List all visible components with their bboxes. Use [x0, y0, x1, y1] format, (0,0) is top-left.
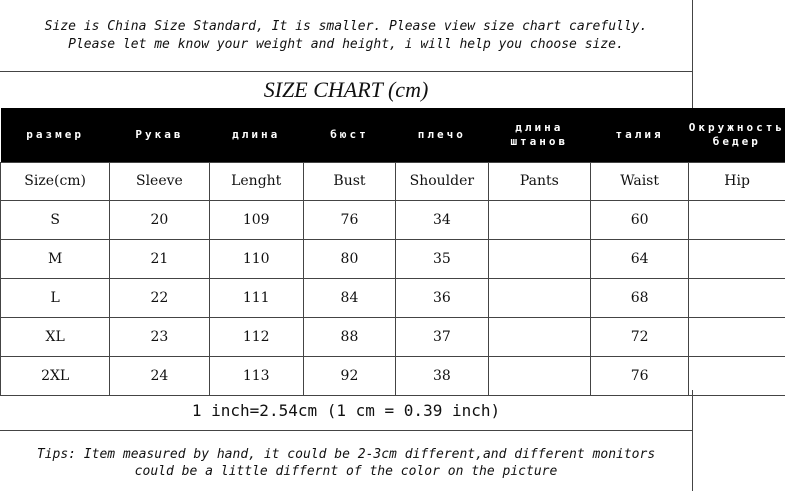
cell-pants: [488, 278, 590, 317]
cell-sleeve: 20: [110, 200, 209, 239]
cell-size: 2XL: [1, 356, 110, 395]
header-ru-sleeve: Рукав: [110, 108, 209, 162]
cell-waist: 60: [590, 200, 688, 239]
cell-sleeve: 22: [110, 278, 209, 317]
header-ru-shoulder: плечо: [396, 108, 489, 162]
cell-size: XL: [1, 317, 110, 356]
cell-pants: [488, 239, 590, 278]
cell-hip: [689, 200, 785, 239]
cell-bust: 80: [303, 239, 395, 278]
header-en-size: Size(cm): [1, 162, 110, 200]
header-en-bust: Bust: [303, 162, 395, 200]
cell-shoulder: 37: [396, 317, 489, 356]
header-ru-length: длина: [209, 108, 303, 162]
header-ru-waist: талия: [590, 108, 688, 162]
cell-bust: 92: [303, 356, 395, 395]
header-en-pants: Pants: [488, 162, 590, 200]
cell-waist: 72: [590, 317, 688, 356]
cell-hip: [689, 317, 785, 356]
cell-length: 112: [209, 317, 303, 356]
header-en-shoulder: Shoulder: [396, 162, 489, 200]
size-notice: [0, 0, 693, 72]
cell-size: S: [1, 200, 110, 239]
table-row: [1, 200, 785, 239]
header-en-length: Lenght: [209, 162, 303, 200]
header-ru-hip: Окружность бедер: [689, 108, 785, 162]
cell-bust: 84: [303, 278, 395, 317]
notice-line-1: Size is China Size Standard, It is smaller. Please view size chart carefully.: [44, 19, 648, 34]
cell-hip: [689, 356, 785, 395]
header-ru-size: размер: [1, 108, 110, 162]
cell-pants: [488, 200, 590, 239]
cell-shoulder: 38: [396, 356, 489, 395]
cell-pants: [488, 317, 590, 356]
cell-waist: 68: [590, 278, 688, 317]
table-row: [1, 278, 785, 317]
cell-shoulder: 35: [396, 239, 489, 278]
header-en-waist: Waist: [590, 162, 688, 200]
cell-length: 113: [209, 356, 303, 395]
cell-shoulder: 34: [396, 200, 489, 239]
unit-conversion: 1 inch=2.54cm (1 cm = 0.39 inch): [0, 390, 693, 431]
size-chart-table: [0, 108, 785, 396]
cell-hip: [689, 278, 785, 317]
header-ru-bust: бюст: [303, 108, 395, 162]
tips-line-1: Tips: Item measured by hand, it could be 2-3cm different,and different monitors: [36, 447, 656, 462]
header-row-english: [1, 162, 785, 200]
cell-bust: 76: [303, 200, 395, 239]
cell-sleeve: 23: [110, 317, 209, 356]
cell-length: 110: [209, 239, 303, 278]
cell-waist: 64: [590, 239, 688, 278]
chart-title: SIZE CHART (cm): [0, 72, 693, 108]
tips-line-2: could be a little differnt of the color on the picture: [134, 464, 558, 479]
cell-size: M: [1, 239, 110, 278]
cell-size: L: [1, 278, 110, 317]
cell-shoulder: 36: [396, 278, 489, 317]
cell-hip: [689, 239, 785, 278]
table-row: [1, 317, 785, 356]
cell-sleeve: 24: [110, 356, 209, 395]
cell-waist: 76: [590, 356, 688, 395]
cell-length: 111: [209, 278, 303, 317]
cell-bust: 88: [303, 317, 395, 356]
header-row-russian: [1, 108, 785, 162]
header-ru-pants: длина штанов: [488, 108, 590, 162]
table-row: [1, 239, 785, 278]
notice-line-2: Please let me know your weight and height, i will help you choose size.: [68, 37, 624, 52]
measurement-tips: [0, 431, 693, 491]
cell-sleeve: 21: [110, 239, 209, 278]
header-en-hip: Hip: [689, 162, 785, 200]
cell-length: 109: [209, 200, 303, 239]
header-en-sleeve: Sleeve: [110, 162, 209, 200]
